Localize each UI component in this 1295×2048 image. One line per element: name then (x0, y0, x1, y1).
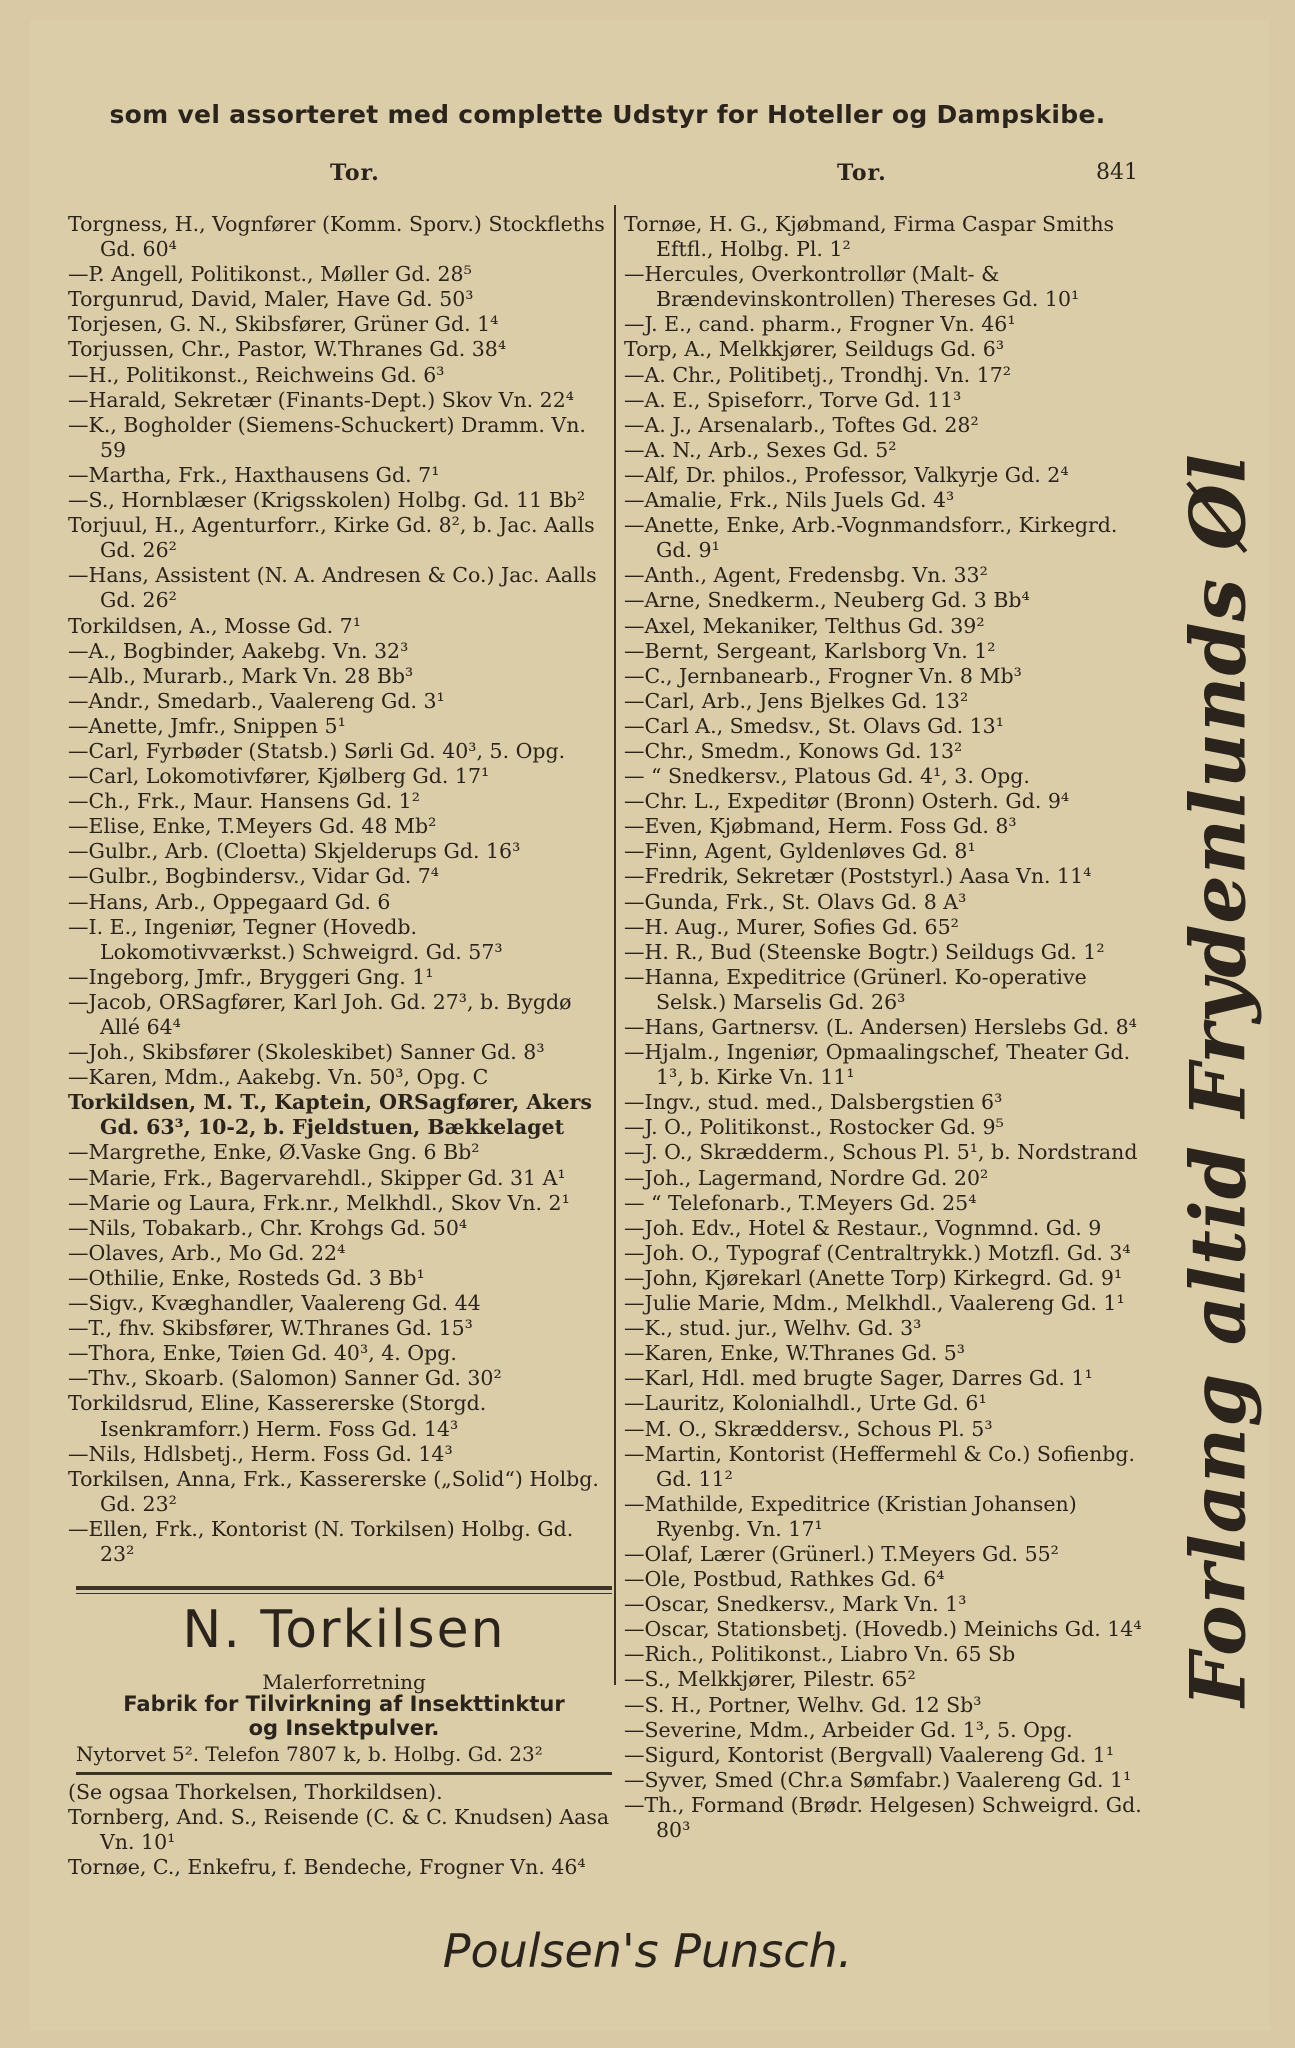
directory-entry (68, 312, 613, 337)
directory-entry (624, 312, 1154, 337)
entry-text: —Amalie, Frk., Nils Juels Gd. 4³ (624, 488, 955, 513)
entry-text: —Oscar, Stationsbetj. (Hovedb.) Meinichs Gd. 14⁴ (624, 1617, 1142, 1642)
column-header-right: Tor. (837, 160, 887, 186)
directory-entry (624, 1216, 1154, 1241)
entry-text: —K., stud. jur., Welhv. Gd. 3³ (624, 1316, 922, 1341)
entry-text: —Olaves, Arb., Mo Gd. 22⁴ (68, 1240, 346, 1265)
entry-text: Torjuul, H., Agenturforr., Kirke Gd. 8², b. Jac. Aalls Gd. 26² (68, 513, 595, 563)
entry-text: —P. Angell, Politikonst., Møller Gd. 28⁵ (68, 262, 472, 287)
entry-text: —Alf, Dr. philos., Professor, Valkyrje Gd. 2⁴ (624, 462, 1069, 487)
entry-text: —Marie, Frk., Bagervarehdl., Skipper Gd. 31 A¹ (68, 1165, 566, 1190)
left-column-continued (68, 1780, 613, 1880)
directory-entry (624, 1667, 1154, 1692)
ad-title: N. Torkilsen (182, 1600, 506, 1660)
entry-text: —Hans, Arb., Oppegaard Gd. 6 (68, 889, 391, 914)
entry-text: —Joh. O., Typograf (Centraltrykk.) Motzfl. Gd. 3⁴ (624, 1240, 1131, 1265)
directory-entry (68, 287, 613, 312)
directory-entry (68, 413, 613, 463)
entry-text: Torkildsen, A., Mosse Gd. 7¹ (68, 613, 361, 638)
entry-text: —Marie og Laura, Frk.nr., Melkhdl., Skov Vn. 2¹ (68, 1190, 570, 1215)
directory-entry (624, 1492, 1154, 1542)
directory-entry (624, 1567, 1154, 1592)
entry-text: —Jacob, ORSagfører, Karl Joh. Gd. 27³, b. Bygdø Allé 64⁴ (68, 989, 572, 1039)
entry-text: —T., fhv. Skibsfører, W.Thranes Gd. 15³ (68, 1316, 473, 1341)
directory-entry (624, 940, 1154, 965)
directory-entry (68, 1316, 613, 1341)
entry-text: —John, Kjørekarl (Anette Torp) Kirkegrd. Gd. 9¹ (624, 1265, 1123, 1290)
directory-entry (68, 1090, 613, 1140)
directory-entry (68, 814, 613, 839)
entry-text: Torkildsrud, Eline, Kassererske (Storgd. Isenkramforr.) Herm. Foss Gd. 14³ (68, 1391, 487, 1441)
directory-entry (68, 1780, 613, 1805)
directory-entry (624, 1241, 1154, 1266)
entry-text: —Syver, Smed (Chr.a Sømfabr.) Vaalereng Gd. 1¹ (624, 1767, 1132, 1792)
directory-entry (68, 1241, 613, 1266)
entry-text: —Harald, Sekretær (Finants-Dept.) Skov Vn. 22⁴ (68, 387, 574, 412)
entry-text: —M. O., Skræddersv., Schous Pl. 5³ (624, 1416, 993, 1441)
directory-entry (68, 388, 613, 413)
entry-text: —Nils, Tobakarb., Chr. Krohgs Gd. 50⁴ (68, 1215, 468, 1240)
entry-text: —Chr. L., Expeditør (Bronn) Osterh. Gd. 9⁴ (624, 789, 1070, 814)
entry-text: —Fredrik, Sekretær (Poststyrl.) Aasa Vn. 11⁴ (624, 864, 1092, 889)
directory-entry (624, 864, 1154, 889)
entry-text: —A. Chr., Politibetj., Trondhj. Vn. 17² (624, 362, 1012, 387)
ad-line: Fabrik for Tilvirkning af Insekttinktur (123, 1692, 565, 1716)
entry-text: —Elise, Enke, T.Meyers Gd. 48 Mb² (68, 814, 437, 839)
directory-entry (624, 1040, 1154, 1090)
entry-text: —Julie Marie, Mdm., Melkhdl., Vaalereng Gd. 1¹ (624, 1291, 1125, 1316)
directory-entry (624, 1693, 1154, 1718)
directory-entry (624, 1642, 1154, 1667)
directory-entry (68, 337, 613, 362)
entry-text: —Sigurd, Kontorist (Bergvall) Vaalereng Gd. 1¹ (624, 1742, 1115, 1767)
entry-text: —Hans, Assistent (N. A. Andresen & Co.) Jac. Aalls Gd. 26² (68, 563, 597, 613)
entry-text: —Othilie, Enke, Rosteds Gd. 3 Bb¹ (68, 1265, 425, 1290)
right-column (624, 212, 1154, 1843)
directory-entry (624, 1542, 1154, 1567)
ad-address: Nytorvet 5². Telefon 7807 k, b. Holbg. Gd. 23² (76, 1742, 543, 1766)
directory-entry (68, 1191, 613, 1216)
entry-text: —S., Melkkjører, Pilestr. 65² (624, 1667, 916, 1692)
entry-text: —A. E., Spiseforr., Torve Gd. 11³ (624, 387, 962, 412)
directory-entry (624, 588, 1154, 613)
directory-entry (624, 1718, 1154, 1743)
entry-text: —S. H., Portner, Welhv. Gd. 12 Sb³ (624, 1692, 982, 1717)
entry-text: —J. E., cand. pharm., Frogner Vn. 46¹ (624, 312, 1016, 337)
entry-text: —Chr., Smedm., Konows Gd. 13² (624, 738, 963, 763)
directory-entry (624, 513, 1154, 563)
entry-text: —Gulbr., Arb. (Cloetta) Skjelderups Gd. 16³ (68, 839, 521, 864)
directory-entry (68, 1391, 613, 1441)
column-divider (614, 205, 616, 1685)
entry-text: —A., Bogbinder, Aakebg. Vn. 32³ (68, 638, 409, 663)
entry-text: —K., Bogholder (Siemens-Schuckert) Dramm. Vn. 59 (68, 412, 586, 462)
directory-entry (68, 864, 613, 889)
directory-entry (68, 488, 613, 513)
directory-entry (624, 714, 1154, 739)
entry-text: —Alb., Murarb., Mark Vn. 28 Bb³ (68, 663, 414, 688)
directory-entry (624, 965, 1154, 1015)
directory-entry (68, 463, 613, 488)
ad-line: og Insektpulver. (248, 1716, 440, 1740)
entry-text: —Finn, Agent, Gyldenløves Gd. 8¹ (624, 839, 976, 864)
directory-entry (624, 438, 1154, 463)
entry-text: —Ole, Postbud, Rathkes Gd. 6⁴ (624, 1567, 945, 1592)
directory-entry (624, 388, 1154, 413)
directory-entry (68, 990, 613, 1040)
entry-text: —Martha, Frk., Haxthausens Gd. 7¹ (68, 462, 440, 487)
entry-text: —Gunda, Frk., St. Olavs Gd. 8 A³ (624, 889, 967, 914)
entry-text: —Karl, Hdl. med brugte Sager, Darres Gd. 1¹ (624, 1366, 1093, 1391)
page-number: 841 (1096, 160, 1138, 185)
directory-entry (68, 789, 613, 814)
directory-entry (68, 1216, 613, 1241)
entry-text: Torjesen, G. N., Skibsfører, Grüner Gd. 1⁴ (68, 312, 499, 337)
directory-entry (624, 1366, 1154, 1391)
directory-entry (624, 739, 1154, 764)
entry-text: —Oscar, Snedkersv., Mark Vn. 1³ (624, 1592, 967, 1617)
directory-entry (624, 789, 1154, 814)
directory-entry (68, 1341, 613, 1366)
directory-entry (624, 1592, 1154, 1617)
directory-entry (68, 915, 613, 965)
entry-text: —Arne, Snedkerm., Neuberg Gd. 3 Bb⁴ (624, 588, 1030, 613)
directory-entry (68, 1805, 613, 1855)
entry-text: —Mathilde, Expeditrice (Kristian Johansen) Ryenbg. Vn. 17¹ (624, 1491, 1077, 1541)
directory-entry (68, 714, 613, 739)
directory-entry (68, 1291, 613, 1316)
directory-entry (624, 1743, 1154, 1768)
entry-text: —Th., Formand (Brødr. Helgesen) Schweigrd. Gd. 80³ (624, 1792, 1142, 1842)
entry-text: —Joh., Skibsfører (Skoleskibet) Sanner Gd. 8³ (68, 1040, 545, 1065)
directory-entry (68, 689, 613, 714)
entry-text: (Se ogsaa Thorkelsen, Thorkildsen). (68, 1780, 443, 1804)
ad-rule (76, 1772, 612, 1775)
entry-text: —Ch., Frk., Maur. Hansens Gd. 1² (68, 789, 420, 814)
entry-text: —Gulbr., Bogbindersv., Vidar Gd. 7⁴ (68, 864, 439, 889)
entry-text: Torgness, H., Vognfører (Komm. Sporv.) Stockfleths Gd. 60⁴ (68, 212, 605, 262)
directory-entry (624, 664, 1154, 689)
entry-text: Tornøe, C., Enkefru, f. Bendeche, Frogner Vn. 46⁴ (68, 1855, 586, 1880)
entry-text: —Hercules, Overkontrollør (Malt- & Brændevinskontrollen) Thereses Gd. 10¹ (624, 262, 1080, 312)
entry-text: —I. E., Ingeniør, Tegner (Hovedb. Lokomotivværkst.) Schweigrd. Gd. 57³ (68, 914, 503, 964)
entry-text: —Nils, Hdlsbetj., Herm. Foss Gd. 14³ (68, 1441, 453, 1466)
entry-text: Tornberg, And. S., Reisende (C. & C. Knudsen) Aasa Vn. 10¹ (68, 1805, 610, 1855)
directory-entry (624, 689, 1154, 714)
directory-entry (624, 1140, 1154, 1165)
entry-text: —C., Jernbanearb., Frogner Vn. 8 Mb³ (624, 663, 1022, 688)
directory-entry (68, 1517, 613, 1567)
entry-text: —Carl, Lokomotivfører, Kjølberg Gd. 17¹ (68, 764, 490, 789)
entry-text: —H. R., Bud (Steenske Bogtr.) Seildugs Gd. 1² (624, 939, 1105, 964)
entry-text: —Carl A., Smedsv., St. Olavs Gd. 13¹ (624, 713, 1004, 738)
directory-entry (624, 1191, 1154, 1216)
directory-entry (68, 363, 613, 388)
directory-entry (68, 212, 613, 262)
entry-text: Tornøe, H. G., Kjøbmand, Firma Caspar Smiths Eftfl., Holbg. Pl. 1² (624, 212, 1115, 262)
directory-entry (624, 614, 1154, 639)
entry-text: —Carl, Arb., Jens Bjelkes Gd. 13² (624, 688, 969, 713)
entry-text: —Anette, Enke, Arb.-Vognmandsforr., Kirkegrd. Gd. 9¹ (624, 513, 1118, 563)
directory-entry (624, 262, 1154, 312)
directory-entry (68, 639, 613, 664)
directory-entry (68, 563, 613, 613)
entry-text: —Joh., Lagermand, Nordre Gd. 20² (624, 1165, 989, 1190)
directory-entry (68, 1040, 613, 1065)
directory-entry (68, 1140, 613, 1165)
directory-entry (624, 764, 1154, 789)
directory-entry (624, 814, 1154, 839)
vertical-advertisement: Forlang altid Frydenlunds Øl (1173, 453, 1263, 1707)
directory-entry (68, 1442, 613, 1467)
directory-entry (624, 463, 1154, 488)
directory-entry (624, 488, 1154, 513)
entry-text: —H. Aug., Murer, Sofies Gd. 65² (624, 914, 959, 939)
entry-text: — “ Snedkersv., Platous Gd. 4¹, 3. Opg. (624, 764, 1030, 789)
directory-entry (68, 1467, 613, 1517)
entry-text: —Carl, Fyrbøder (Statsb.) Sørli Gd. 40³, 5. Opg. (68, 738, 566, 763)
ad-rule (76, 1586, 612, 1590)
directory-entry (68, 739, 613, 764)
directory-entry (624, 212, 1154, 262)
entry-text: —Sigv., Kvæghandler, Vaalereng Gd. 44 (68, 1291, 481, 1316)
entry-text: —J. O., Politikonst., Rostocker Gd. 9⁵ (624, 1115, 1004, 1140)
directory-entry (624, 839, 1154, 864)
entry-text: —J. O., Skrædderm., Schous Pl. 5¹, b. Nordstrand (624, 1140, 1138, 1165)
directory-entry (624, 363, 1154, 388)
directory-entry (624, 1316, 1154, 1341)
entry-text: —Martin, Kontorist (Heffermehl & Co.) Sofienbg. Gd. 11² (624, 1441, 1136, 1491)
directory-entry (624, 1617, 1154, 1642)
entry-text: Torkildsen, M. T., Kaptein, ORSagfører, Akers Gd. 63³, 10-2, b. Fjeldstuen, Bækkelaget (68, 1090, 592, 1140)
directory-entry (624, 1341, 1154, 1366)
entry-text: Torjussen, Chr., Pastor, W.Thranes Gd. 38⁴ (68, 337, 507, 362)
directory-entry (68, 965, 613, 990)
entry-text: —H., Politikonst., Reichweins Gd. 6³ (68, 362, 445, 387)
entry-text: —Karen, Mdm., Aakebg. Vn. 50³, Opg. C (68, 1065, 489, 1090)
directory-entry (68, 664, 613, 689)
directory-entry (68, 764, 613, 789)
directory-entry (624, 639, 1154, 664)
directory-entry (624, 1166, 1154, 1191)
entry-text: —Andr., Smedarb., Vaalereng Gd. 3¹ (68, 688, 445, 713)
directory-entry (624, 1391, 1154, 1416)
entry-text: — “ Telefonarb., T.Meyers Gd. 25⁴ (624, 1190, 977, 1215)
entry-text: —Joh. Edv., Hotel & Restaur., Vognmnd. Gd. 9 (624, 1215, 1102, 1240)
entry-text: —Ingv., stud. med., Dalsbergstien 6³ (624, 1090, 1003, 1115)
entry-text: —Karen, Enke, W.Thranes Gd. 5³ (624, 1341, 966, 1366)
directory-entry (624, 1793, 1154, 1843)
directory-entry (624, 1015, 1154, 1040)
directory-entry (624, 413, 1154, 438)
entry-text: —Thora, Enke, Tøien Gd. 40³, 4. Opg. (68, 1341, 457, 1366)
directory-entry (624, 1291, 1154, 1316)
directory-entry (624, 1768, 1154, 1793)
directory-entry (68, 1065, 613, 1090)
ad-rule (76, 1593, 612, 1594)
directory-entry (624, 1266, 1154, 1291)
directory-entry (68, 262, 613, 287)
directory-entry (624, 1115, 1154, 1140)
entry-text: —Rich., Politikonst., Liabro Vn. 65 Sb (624, 1642, 1016, 1667)
entry-text: —A. N., Arb., Sexes Gd. 5² (624, 437, 897, 462)
directory-entry (624, 1090, 1154, 1115)
left-column (68, 212, 613, 1567)
directory-entry (68, 1266, 613, 1291)
entry-text: —Anth., Agent, Fredensbg. Vn. 33² (624, 563, 988, 588)
entry-text: Torgunrud, David, Maler, Have Gd. 50³ (68, 287, 474, 312)
bottom-advertisement: Poulsen's Punsch. (442, 1924, 853, 1978)
directory-entry (624, 1417, 1154, 1442)
entry-text: —Ellen, Frk., Kontorist (N. Torkilsen) Holbg. Gd. 23² (68, 1516, 574, 1566)
entry-text: —Margrethe, Enke, Ø.Vaske Gng. 6 Bb² (68, 1140, 480, 1165)
entry-text: —Axel, Mekaniker, Telthus Gd. 39² (624, 613, 985, 638)
ad-line: Malerforretning (262, 1670, 426, 1694)
column-header-left: Tor. (330, 160, 380, 186)
entry-text: —S., Hornblæser (Krigsskolen) Holbg. Gd. 11 Bb² (68, 488, 586, 513)
entry-text: —Ingeborg, Jmfr., Bryggeri Gng. 1¹ (68, 964, 434, 989)
entry-text: —Anette, Jmfr., Snippen 5¹ (68, 713, 346, 738)
top-banner: som vel assorteret med complette Udstyr for Hoteller og Dampskibe. (109, 100, 1106, 129)
directory-entry (68, 614, 613, 639)
entry-text: —Severine, Mdm., Arbeider Gd. 1³, 5. Opg. (624, 1717, 1073, 1742)
directory-entry (68, 890, 613, 915)
directory-entry (624, 915, 1154, 940)
directory-entry (68, 839, 613, 864)
entry-text: Torp, A., Melkkjører, Seildugs Gd. 6³ (624, 337, 1005, 362)
entry-text: —Hanna, Expeditrice (Grünerl. Ko-operative Selsk.) Marselis Gd. 26³ (624, 964, 1087, 1014)
directory-entry (68, 1855, 613, 1880)
directory-entry (624, 563, 1154, 588)
directory-entry (68, 1366, 613, 1391)
directory-entry (68, 513, 613, 563)
entry-text: —Olaf, Lærer (Grünerl.) T.Meyers Gd. 55² (624, 1541, 1059, 1566)
directory-entry (624, 1442, 1154, 1492)
entry-text: —Lauritz, Kolonialhdl., Urte Gd. 6¹ (624, 1391, 987, 1416)
directory-entry (624, 890, 1154, 915)
directory-entry (68, 1166, 613, 1191)
entry-text: Torkilsen, Anna, Frk., Kassererske („Solid“) Holbg. Gd. 23² (68, 1466, 599, 1516)
entry-text: —Hans, Gartnersv. (L. Andersen) Herslebs Gd. 8⁴ (624, 1015, 1137, 1039)
entry-text: —Thv., Skoarb. (Salomon) Sanner Gd. 30² (68, 1366, 502, 1391)
entry-text: —A. J., Arsenalarb., Toftes Gd. 28² (624, 412, 979, 437)
directory-entry (624, 337, 1154, 362)
entry-text: —Hjalm., Ingeniør, Opmaalingschef, Theater Gd. 1³, b. Kirke Vn. 11¹ (624, 1040, 1131, 1090)
entry-text: —Bernt, Sergeant, Karlsborg Vn. 1² (624, 638, 996, 663)
entry-text: —Even, Kjøbmand, Herm. Foss Gd. 8³ (624, 814, 1017, 839)
